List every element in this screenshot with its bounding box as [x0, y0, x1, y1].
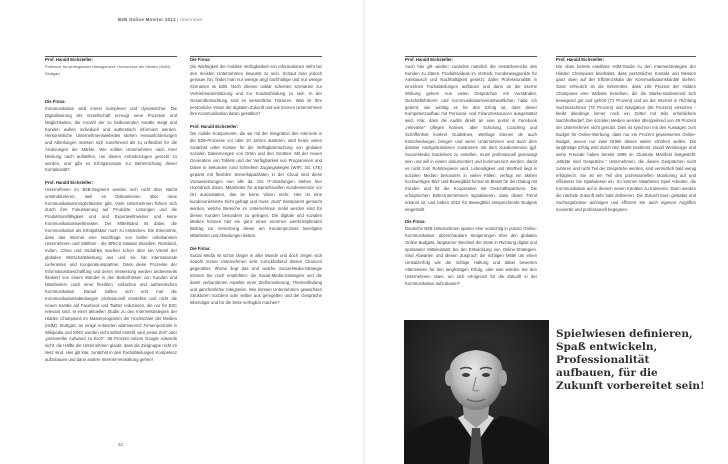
text-column-4 [556, 57, 696, 319]
question-label: Die Firma: [190, 245, 211, 251]
running-head: B2B Online Monitor 2012 | Interviews [118, 17, 203, 22]
answer-text: Die mobile Komponente, die wir mit der Integration des Internets in die B2B-Prozesse vor über 10 Jahren starteten, wird heute vielen zunächst unter Kosten für die Verfügbarmachung von globalen sozialen Datenmengen von Orten und den Geräten. Mit der neuen Generation von Tablets und der Verfügbarkeit von Programmen und Daten in Sekunden rund schnellem Zugangswegen (WIFI, 3G, LTE) geparst mit flexiblen Serverkapazitäten in der Cloud sind diese Voraussetzungen nun alle da. Die IT-Abteilungen stehen hier Hochdruck daran, Mitarbeiter für ansprüchsvollen Kundenservice vor Ort auszustatten, das ist keine Vision mehr. Hier ist eine kundenorientierte Sicht gefragt und muss „trust“ transparent gemacht werden, welche Bereiche im Unternehmen mobil werden sind für diesen Kunden besonders zu gelingen. Die digitale und sozialen Medien können hier ein ganz einen enormen wertschöpfenden Beitrag zur Vernetzung dieser am Kundenprozess beteiligten Mitarbeiter und Abteilungen leisten. [190, 130, 322, 238]
answer-label: Prof. Harald Eichsteller: [190, 124, 239, 130]
pull-quote: Spielwiesen definieren, Spaß entwickeln, Professionalität aufbauen, für die Zukunft vorbereitet sein! [556, 328, 705, 392]
answer-text: Auch hier gilt wieder: zunächst natürlich die Ansatzbereiche des Kunden zu klären. Produktivideas im Vertrieb, Kundenwegpunkte für Ausstausch und Nachhaltigkeit gesetzt, dabei Professionalität in einzelnen Fachabteilungen aufbauen und dann an die interne Wirkung gehen! Aus vielen Gesprächen mit Vorständen, Geschäftsführern und Kommunikationsverantwortlichen habe ich gelernt, wie wichtig es für den Erfolg ist, dass dieser Kompetenzaufbau mit Personal- und Finanzressourcen ausgestattet wird. Klar, dass die Audits direkt an eine portal in Facebook „relevante“ pflegen können, aber Schulung, Coaching und Schöffenheit konkret Guidelines, Weblogs können dir auch Entscheidungen bringen und wenn Unternehmen und auch dem darüber nachgebundenen zusammen mit dem Kundenservice ggf. Social-Media Guidelines zu erstellen, muss professionell gemanagt sein und will in einem dokumentiert und kommuniziert werden, damit es nicht zum Rohrkrepierer wird. Lebendigkeit und Wertheit liegt in sozialen Medien besonders in vielen Fällen, verfügt ein aktiver hochwertigen Bild- und Bewegtbild formal im Blasts für den Dialog mit Kunden und für die Kooperation mit Geschäftspartnern. Die erfolgreichen B2B-Unternehmen signalisieren, dass dieser Trend erkannt ist, und haben 2012 für Bewegtbild entsprechende Budgets eingestellt. [405, 63, 537, 212]
question-text: Die Wichtigkeit der mobilen Verfügbarkeit von Informationen steht bei den meisten Unternehmen bewusst zu sein. Schaut man jedoch genauer hin, findet man nur wenige angl nachhaltige und nur wenige Szenarien im B2B. Noch ebenso unklar scheinen Szenarien zur Vertriebsunterstützung und zur Kundenbindung zu sein. In der Gesamtbetrachtung sind es wesentliche Faktoren. Was ist Ihre persönliche Vision der digitalen Zukunft und wie können Unternehmen ihre Kommunikation daran gestalten? [190, 63, 322, 117]
page-gutter [363, 0, 365, 464]
text-column-3 [405, 57, 537, 319]
page-number: 22 [118, 442, 123, 447]
answer-label: Prof. Harald Eichsteller: [405, 57, 454, 62]
answer-text: Unternehmen im B2B-Segment werden sich nicht über Nacht umstrukturieren, weil es Diskussionen über neue Kommunikationsmöglichkeiten gibt. Viele Unternehmen führen sich durch ihre Fokussierung auf Produkte, Lösungen und die Produktionsfähigkeit und und Exportweltmeister und keine Kommunikationsweltmeister. Der Mittelstand ist dabei, die Kommunikation als Erfolgsfaktor noch zu entdecken. Die Erkenntnis, dass das Internet eine Nachfrage von bisher unbekannten Unternehmen und Märkten - die BRICS-Staaten Brasilien, Russland, Indien, China und Südafrika machen schon über ein Viertel der globalen Wirtschaftsleistung aus und sie hat internationale Lieferanten und Kooperationspartner. Dass diese Prozesse der Informationsbeschaffung und deren Verwertung werden andererseits flankiert von einem Wandel in den Bedürfnissen von Kunden und Mitarbeitern nach einer flexiblen, einfachen und authentischen Kommunikation. Darauf sollten sich erst mal die Kommunikationsabteilungen professionell einstellen und nicht die neuen Kanäle auf Facebook und Twitter reduzieren, die nur für B2C relevant sind. In einer aktuellen Studie zu den Internetstrategien der Hidden Champions im Masterprogramm der Hochschule der Medien (HdM), Stuttgart, an einige Antworten alarmierend: Firmenportraits in Wikipedia und XING werden nicht selbst erstellt, weil „keine Zeit“ oder „personeller Aufwand zu hoch“. 55 Prozent nutzen Google Adwords nicht, die Hälfte der Unternehmen glaubt, dass die Zielgruppe nicht im Netz sind. Hier gilt klar, zunächst in den Fachabteilungen Kompetenz aufzubauen und dann andere Internet-Verwaltung gehen! [45, 186, 177, 362]
question-label: Die Firma: [45, 99, 66, 105]
answer-label: Prof. Harald Eichsteller: [45, 180, 94, 186]
running-head-title: B2B Online Monitor 2012 [118, 17, 176, 22]
text-column-2 [190, 57, 322, 357]
question-text: Social Media ist schon länger in aller Munde und doch zeigen sich sowohl immer Unternehmen sehr zurückhaltend diesen Chancen gegenüber. Woran liegt das und welche Social-Media-Strategie können Sie noch empfehlen: die Social-Media-Strategien und die damit verbundenen Aspekte einer Zielformulierung, Themenfindung und ganzheitlicher Integration. Wie können Unternehmen gewachsen Strukturen trotzdem oder selber aus geregelten und die Gespräche lebendiger und für die Seite verfügbar machen? [190, 252, 322, 306]
answer-text: Die oben bereits erwähnte HdM-Studie zu den Internetstrategien der Hidden Champions beinhaltet, dass persönlicher Kontakt und Messen ganz oben auf der Effizienzskala der Kommunikationskanäle stehen. Ganz erfreulich ist die Erkenntnis, dass 100 Prozent der Hidden Champions eine Website betreiben, die die Marke-studienemal sich bewegend gut und gehört (71 Prozent) und an der Internet in Richtung Suchmaschinen (79 Prozent) und Navigation (66 Prozent) erreichen - bleibt allerdings immer noch ein Drittel mit teils erheblichem Nachholbedarf. Die sozialen Medien werden übergreifend von 49 Prozent der Unternehmen nicht genutzt. Dies ist synchron mit den Aussagen zum Budget für Online-Werbung, dass nur ein Prozent gewiessenes Online-Budget, wovon nur zwei Drittel dieses weiter erhöhen wollen. Die langfristige Erfolg wird durch den Markt bestimmt. David Weinberger und seine Freunde haben bereits 1999 im Cluetrain Manifest festgestellt: „Märkte sind Gespräche.“ Unternehmen, die diesen Gesprächen nicht zuhören und nicht Teil der Gespräche werden, sind vermutlich bald wenig erfolgreich. Sie ist ein Teil des professionellen Monitoring auf und effizienter Sie Spielwiesen ein. So können Mitarbeiter Spiel Arbeiten, die Kommunikation auf in diesem neuen Kanälen zu trainieren. Dann werden die nächste Zukunft sehr bald definieren. Die Zukunft kann gestaltet und Suchergebnisse aufzeigen und effizient Sie auch eigenen Angriffen souverän und professionell begegnen. [556, 63, 696, 212]
text-column-1 [45, 57, 177, 433]
question-label: Die Firma: [405, 219, 426, 225]
speaker-affiliation: Professor für strategisches Management, Hochschule der Medien (HdM), Stuttgart [45, 63, 172, 76]
question-label: Die Firma: [190, 57, 211, 62]
running-head-section: Interviews [180, 17, 203, 22]
question-text: Kommunikation wird immer komplexer und dynamischer. Die Digitalisierung der Gesellschaft erzeugt neue Prozesse und Möglichkeiten, die Anzahl der zu bedienenden Kanäle steigt und Kunden wollen individuell und authentisch informiert werden. Herkömmliche Unternehmenswebsites stehen Herausforderungen und Abteilungen müssen sich zunehmend als zu unflexibel für die Änderungen der Märkte. Wie sollten Unternehmen nach Ihrer Meinung nach aufstellen, um diesen Anforderungen gerecht zu werden, und gibt es Erfolgsrezepte zur Beherrschung dieser Komplexität? [45, 106, 177, 173]
portrait-photo [404, 320, 549, 464]
question-text: Deutsche B2B-Unternehmen sparen eher vorsichtig in puncto Online-Kommunikation: überschaubare Steigerungen über den globalen Online-Budgets, langsamer Wechsel der Etats in Richtung digital und sparsamer Mitteleinsatz bei der Entwicklung von Online-Strategien. Sind Abwarten und diesen Zuspruch die richtigen Mittel um einen Umsatzerfolg wie die richtige Haltung und dabei bewerten Alternativen für den langfristigen Erfolg, oder was würden Sie den Unternehmen raten, um sich erfolgreich für die Zukunft in der Kommunikation aufzubauen? [405, 226, 537, 286]
speaker-label: Prof. Harald Eichsteller: [45, 57, 94, 62]
answer-label: Prof. Harald Eichsteller: [556, 57, 605, 62]
portrait-icon [404, 320, 549, 464]
